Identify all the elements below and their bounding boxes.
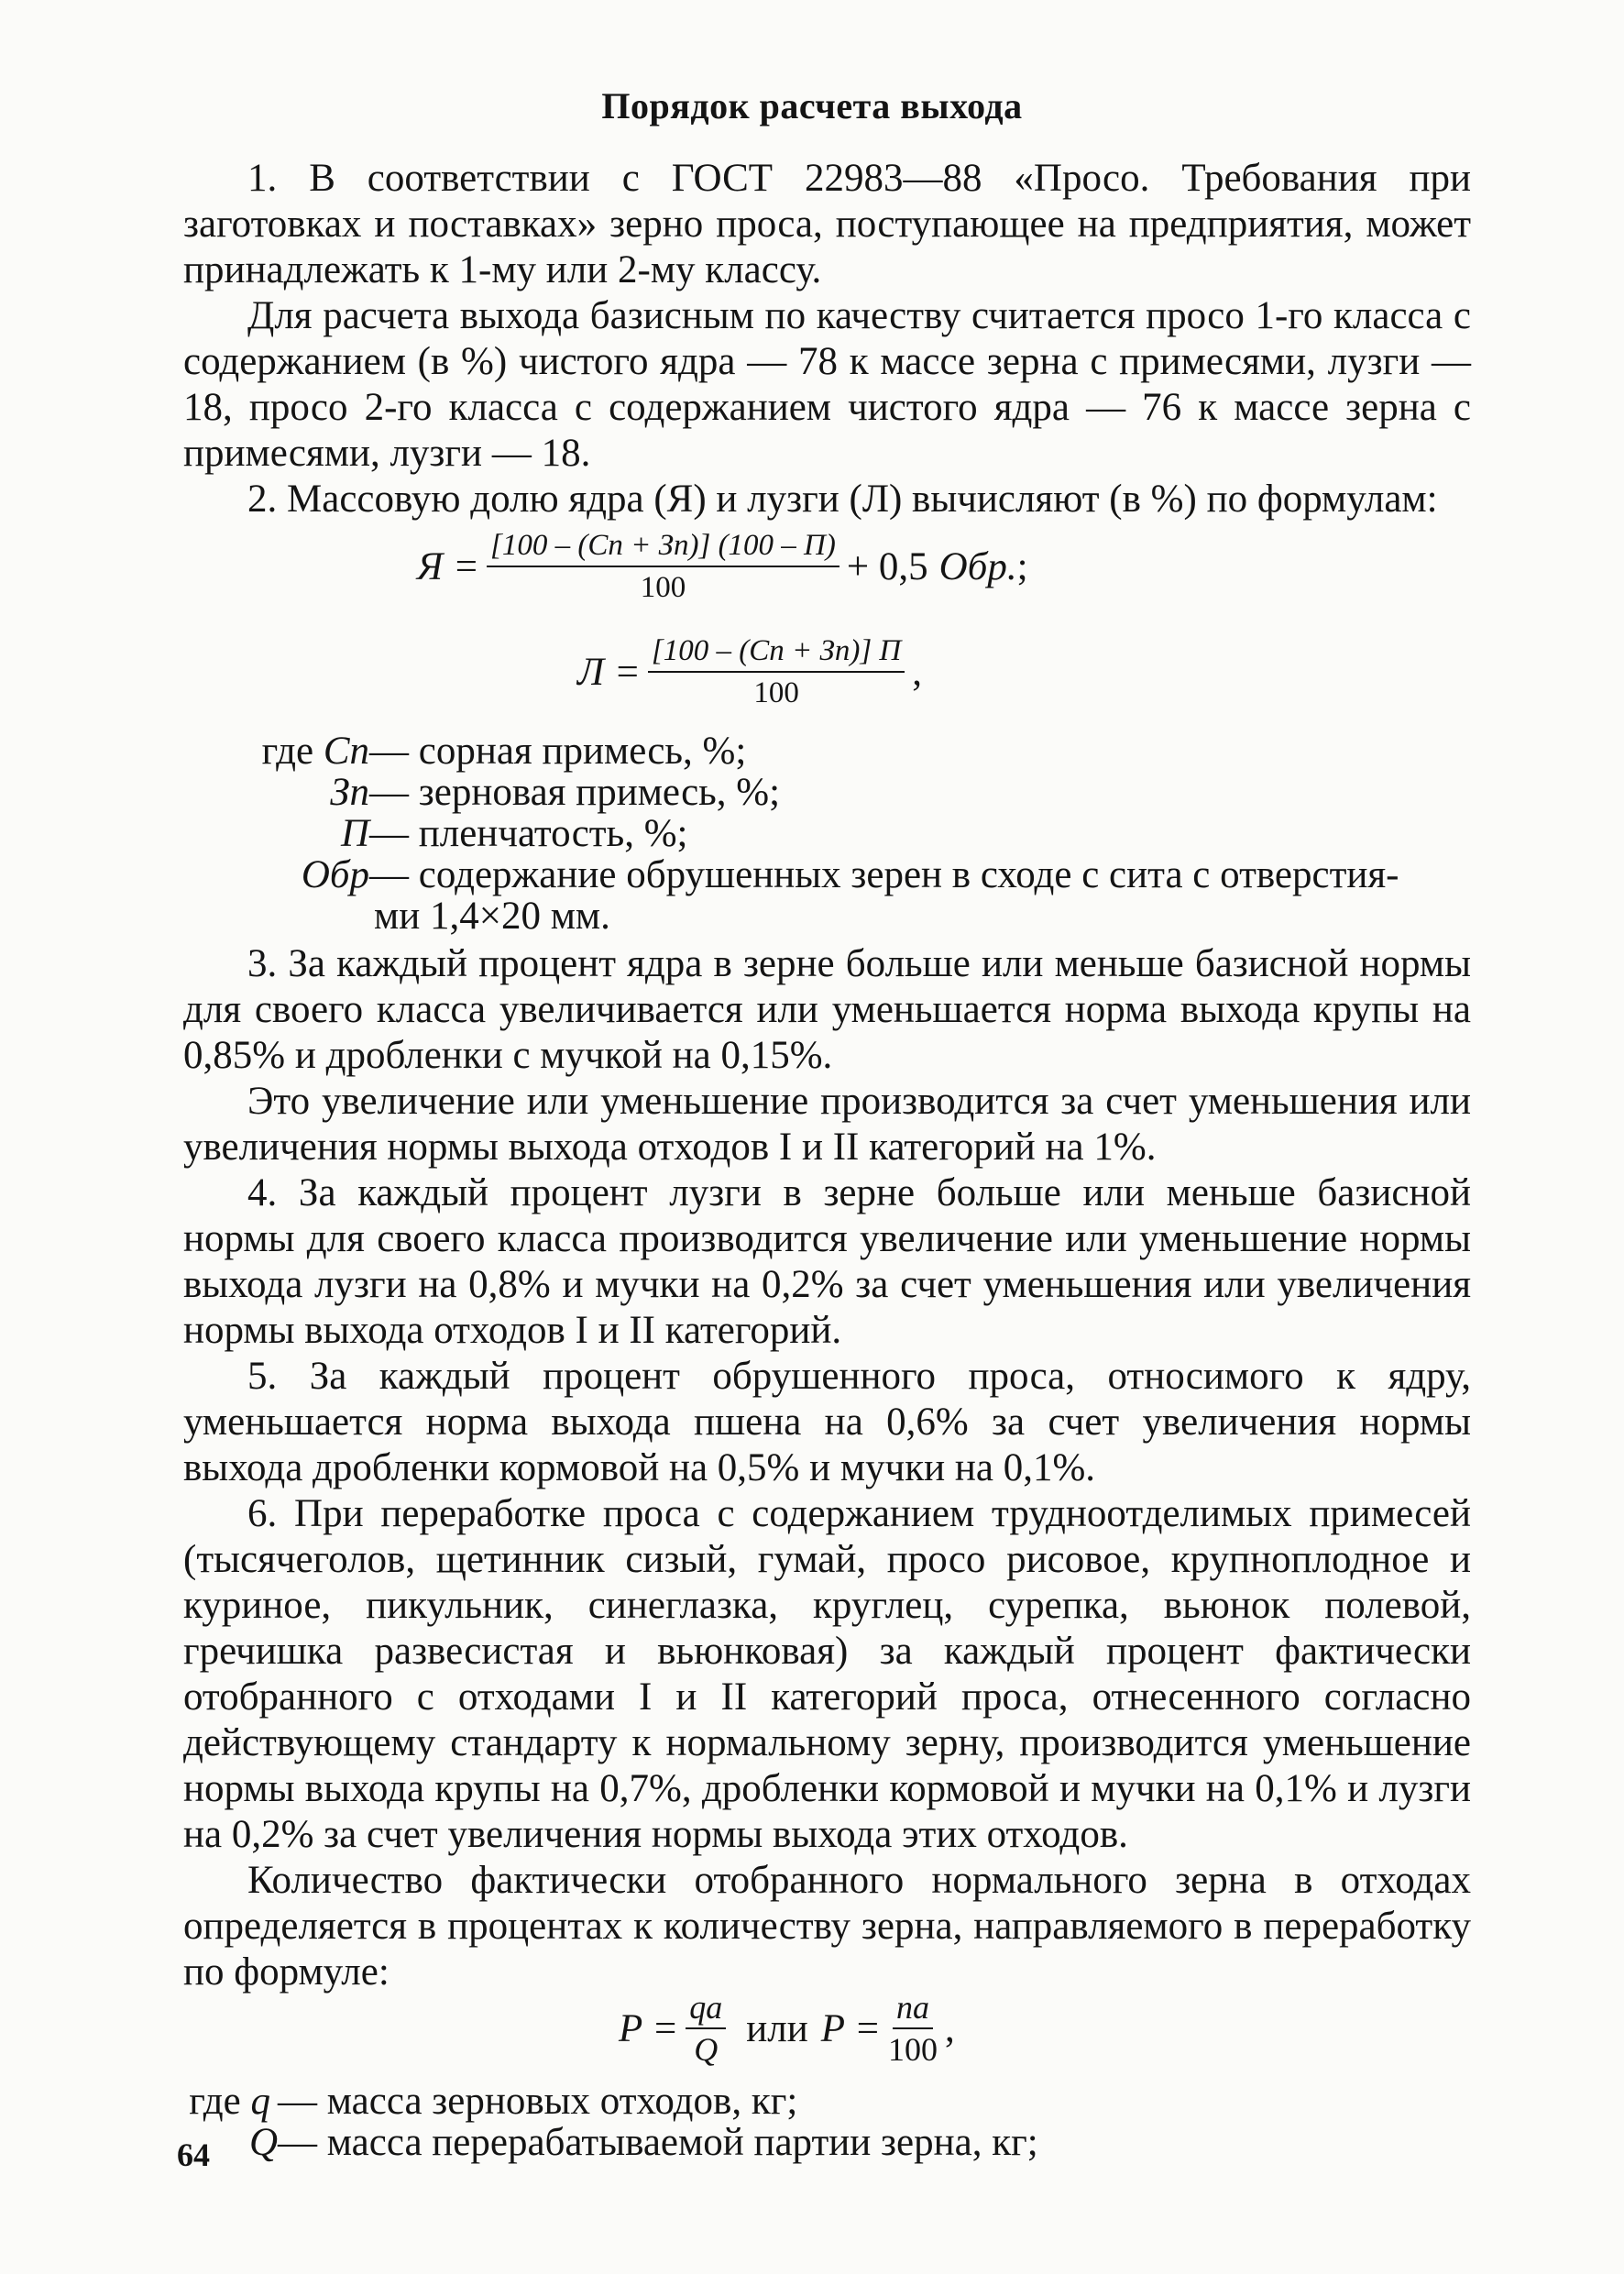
formula-normal-grain xyxy=(619,1989,955,2068)
definition-symbol: П xyxy=(340,812,369,855)
formula-husk-tail: , xyxy=(912,650,923,694)
formula-p-lhs-2: P = xyxy=(820,2006,882,2050)
paragraph-6: 4. За каждый процент лузги в зерне больше или меньше базисной нормы для своего класса производится увеличение или уменьшение нормы выхода лузги на 0,8% и мучки на 0,2% за счет уменьшения или увеличения нормы выхода отходов I и II категорий. xyxy=(183,1171,1471,1352)
formula-p-fraction-1 xyxy=(686,1989,726,2068)
formula-p-denominator-2: 100 xyxy=(888,2031,938,2068)
formula-kernel-plus: + 0,5 xyxy=(846,544,928,588)
definition-text: — содержание обрушенных зерен в сходе с сита с отверстия- xyxy=(369,853,1399,896)
formula-p-numerator-2: na xyxy=(893,1989,933,2029)
formula-kernel-var: Обр. xyxy=(938,544,1017,588)
definition-text: — зерновая примесь, %; xyxy=(369,771,781,814)
paragraph-2: Для расчета выхода базисным по качеству считается просо 1-го класса с содержанием (в %) чистого ядра — 78 к массе зерна с примесями, лузги — 18, просо 2-го класса с содержанием чистого ядра — 76 к массе зерна с примесями, лузги — 18. xyxy=(183,294,1471,475)
formula-husk-fraction xyxy=(648,632,905,711)
definition-row xyxy=(177,772,1399,813)
formula-p-fraction-2 xyxy=(888,1989,938,2068)
formula-kernel xyxy=(417,527,1028,606)
paragraph-7: 5. За каждый процент обрушенного проса, относимого к ядру, уменьшается норма выхода пшена на 0,6% за счет увеличения нормы выхода дробленки кормовой на 0,5% и мучки на 0,1%. xyxy=(183,1355,1471,1489)
definition-text: ми 1,4×20 мм. xyxy=(374,895,610,938)
formula-kernel-lhs: Я = xyxy=(417,544,480,588)
section-title: Порядок расчета выхода xyxy=(601,85,1023,126)
definition-text: — сорная примесь, %; xyxy=(369,730,747,773)
paragraph-4: 3. За каждый процент ядра в зерне больше или меньше базисной нормы для своего класса увеличивается или уменьшается норма выхода крупы на 0,85% и дробленки с мучкой на 0,15%. xyxy=(183,942,1471,1077)
definition-symbol xyxy=(177,895,374,937)
formula-p-lhs-1: P = xyxy=(619,2006,679,2050)
definition-row xyxy=(177,731,1399,772)
paragraph-1: 1. В соответствии с ГОСТ 22983—88 «Просо. Требования при заготовках и поставках» зерно проса, поступающее на предприятия, может принадлежать к 1-му или 2-му классу. xyxy=(183,157,1471,291)
definition-symbol: Cп xyxy=(323,730,369,773)
definition-lead: где xyxy=(189,2080,241,2123)
formula-husk-numerator: [100 – (Cп + Зп)] П xyxy=(648,632,905,673)
paragraph-9: Количество фактически отобранного нормального зерна в отходах определяется в процентах к количеству зерна, направляемого в переработку по формуле: xyxy=(183,1859,1471,1994)
paragraph-3: 2. Массовую долю ядра (Я) и лузги (Л) вычисляют (в %) по формулам: xyxy=(247,478,1438,521)
text-block-2 xyxy=(183,941,1471,1995)
definition-symbol: q xyxy=(250,2080,270,2123)
page-number: 64 xyxy=(177,2137,210,2173)
definition-text: — масса зерновых отходов, кг; xyxy=(278,2080,798,2123)
definition-text: — масса перерабатываемой партии зерна, кг; xyxy=(278,2121,1038,2164)
definition-lead: где xyxy=(261,730,314,773)
formula-husk-lhs: Л = xyxy=(577,650,641,694)
definition-symbol: Зп xyxy=(330,771,369,814)
definition-row xyxy=(177,2122,1038,2163)
definition-row xyxy=(177,854,1399,895)
definition-row xyxy=(177,2081,1038,2122)
definitions-2 xyxy=(177,2081,1038,2163)
definitions-1 xyxy=(177,731,1399,937)
definition-symbol: Q xyxy=(248,2121,278,2164)
definition-row xyxy=(177,895,1399,937)
formula-kernel-denominator: 100 xyxy=(640,571,686,604)
formula-husk xyxy=(577,632,922,711)
formula-kernel-fraction xyxy=(487,527,839,606)
formula-kernel-end: ; xyxy=(1016,544,1028,588)
formula-husk-denominator: 100 xyxy=(753,676,799,709)
definition-row xyxy=(177,813,1399,854)
paragraph-5: Это увеличение или уменьшение производится за счет уменьшения или увеличения нормы выхода отходов I и II категорий на 1%. xyxy=(183,1080,1471,1169)
definition-symbol: Обр xyxy=(301,853,369,896)
formula-kernel-numerator: [100 – (Cп + Зп)] (100 – П) xyxy=(487,527,839,567)
formula-p-or: или xyxy=(746,2006,808,2050)
formula-p-denominator-1: Q xyxy=(694,2031,719,2068)
text-block-1 xyxy=(183,156,1471,522)
formula-p-numerator-1: qa xyxy=(686,1989,726,2029)
paragraph-8: 6. При переработке проса с содержанием трудноотделимых примесей (тысячеголов, щетинник сизый, гумай, просо рисовое, крупноплодное и куриное, пикульник, синеглазка, круглец, сурепка, вьюнок полевой, гречишка развесистая и вьюнковая) за каждый процент фактически отобранного с отходами I и II категорий проса, отнесенного согласно действующему стандарту к нормальному зерну, производится уменьшение нормы выхода крупы на 0,7%, дробленки кормовой и мучки на 0,1% и лузги на 0,2% за счет увеличения нормы выхода этих отходов. xyxy=(183,1492,1471,1856)
definition-text: — пленчатость, %; xyxy=(369,812,688,855)
formula-p-tail: , xyxy=(945,2006,955,2050)
